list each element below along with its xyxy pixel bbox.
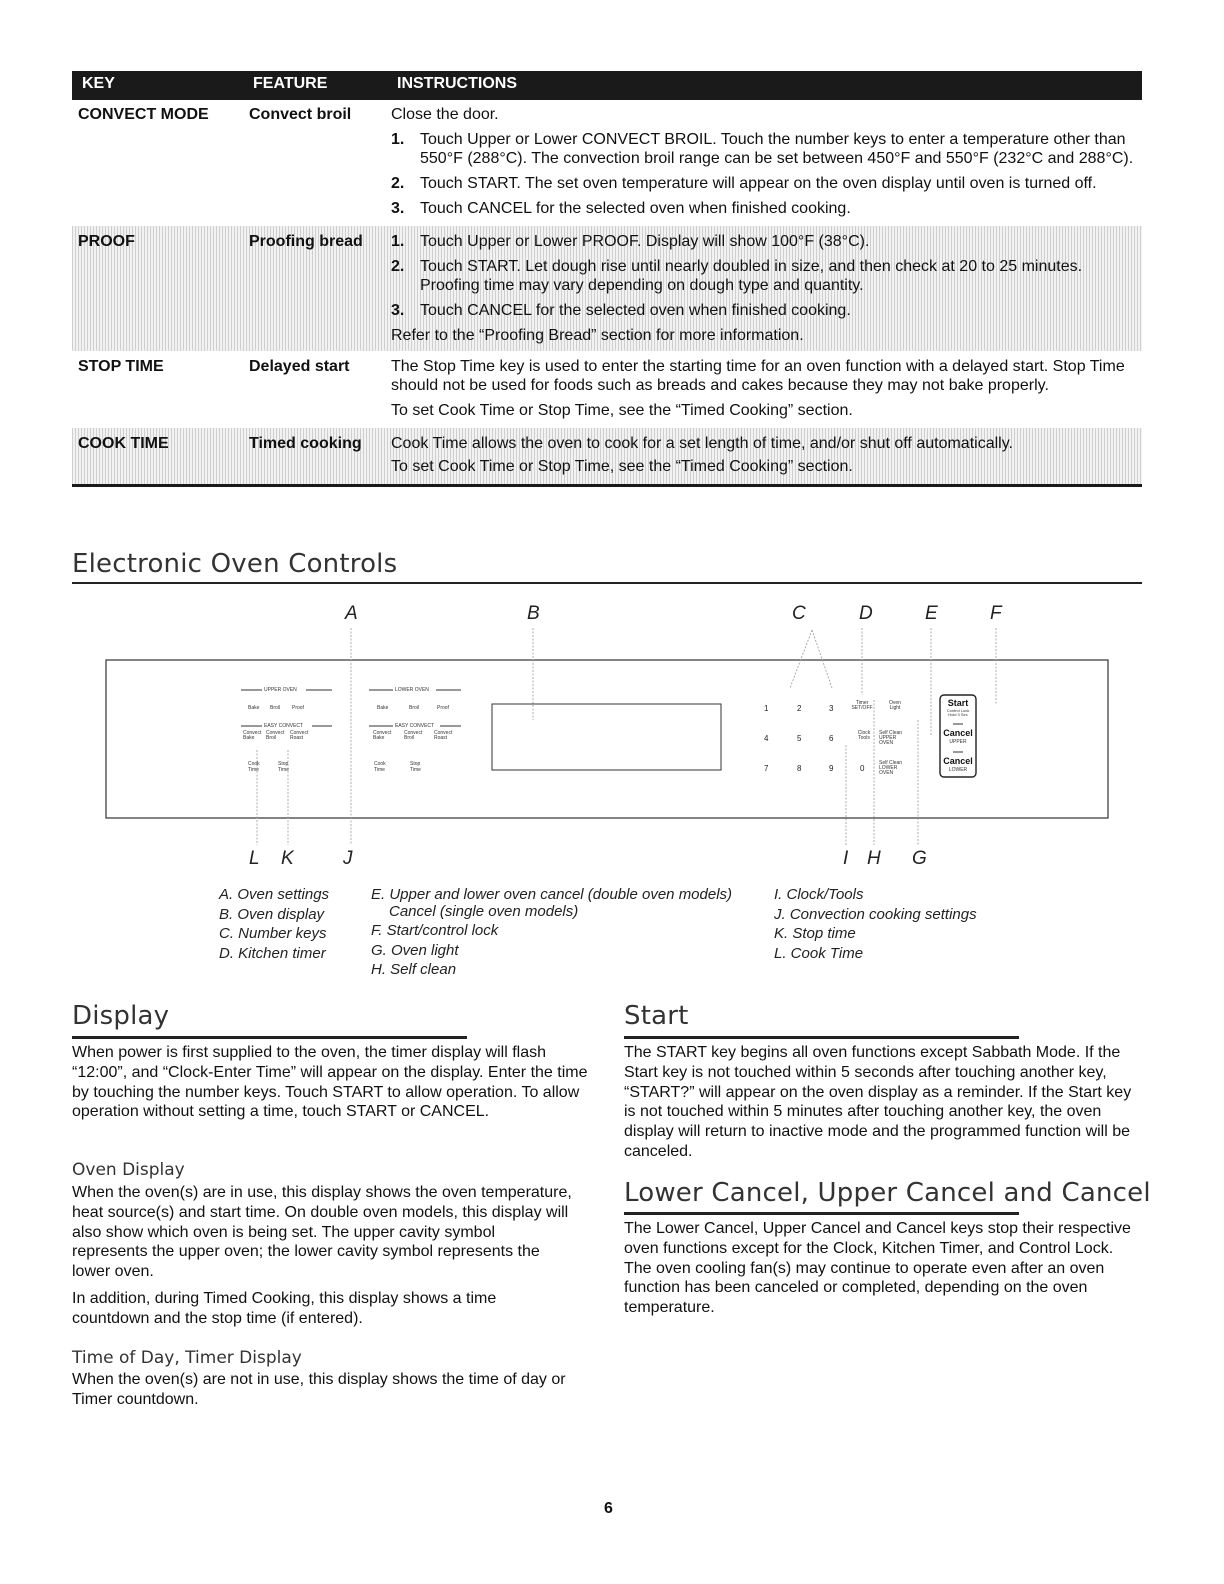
lower-convect-broil-key[interactable]: Convect Broil xyxy=(404,730,423,741)
caption-item: H. Self clean xyxy=(371,961,457,979)
upper-easy-convect-label: EASY CONVECT xyxy=(264,723,304,729)
cancel-upper-key[interactable]: Cancel xyxy=(943,728,973,738)
row-key: COOK TIME xyxy=(78,435,169,452)
cancel-upper-sublabel: UPPER xyxy=(949,739,967,745)
instruction-step: 1. Touch Upper or Lower PROOF. Display will show 100°F (38°C). xyxy=(391,233,870,250)
number-key[interactable]: 6 xyxy=(829,734,834,743)
number-key[interactable]: 8 xyxy=(797,764,802,773)
instruction-text: To set Cook Time or Stop Time, see the “Timed Cooking” section. xyxy=(391,402,853,419)
section-rule xyxy=(72,1036,467,1039)
instruction-text: The Stop Time key is used to enter the starting time for an oven function with a delayed start. Stop Time should not be used for foods such as breads and cakes because they may not bake properly. xyxy=(391,358,1125,394)
callout-letter-i: I xyxy=(843,848,849,869)
header-instructions: INSTRUCTIONS xyxy=(397,75,517,92)
instruction-text: To set Cook Time or Stop Time, see the “Timed Cooking” section. xyxy=(391,458,853,475)
callout-letter-k: K xyxy=(281,848,294,869)
callout-letter-j: J xyxy=(343,848,353,869)
callout-letter-g: G xyxy=(912,848,927,869)
callout-letter-f: F xyxy=(990,603,1002,624)
number-key[interactable]: 2 xyxy=(797,704,802,713)
number-key[interactable]: 0 xyxy=(860,764,865,773)
instruction-step: 2. Touch START. Let dough rise until nearly doubled in size, and then check at 20 to 25 minutes. Proofing time may vary depending on dough type and quantity. xyxy=(391,258,1083,294)
caption-item: J. Convection cooking settings xyxy=(774,905,977,923)
number-key[interactable]: 5 xyxy=(797,734,802,743)
instruction-step: 3. Touch CANCEL for the selected oven when finished cooking. xyxy=(391,200,851,217)
lower-broil-key[interactable]: Broil xyxy=(409,705,420,711)
instruction-text: Cook Time allows the oven to cook for a set length of time, and/or shut off automatically. xyxy=(391,435,1013,452)
row-feature: Delayed start xyxy=(249,358,350,375)
display-paragraph: When power is first supplied to the oven, the timer display will flash “12:00”, and “Clock-Enter Time” will appear on the display. Enter the time by touching the number keys. Touch START to allow operation. To allow operation without setting a time, touch START or CANCEL. xyxy=(72,1044,588,1121)
number-key[interactable]: 9 xyxy=(829,764,834,773)
instruction-note: Refer to the “Proofing Bread” section for more information. xyxy=(391,327,804,344)
instruction-step: 2. Touch START. The set oven temperature will appear on the oven display until oven is turned off. xyxy=(391,175,1097,192)
number-key[interactable]: 3 xyxy=(829,704,834,713)
caption-item: B. Oven display xyxy=(219,905,325,923)
instruction-step: 3. Touch CANCEL for the selected oven when finished cooking. xyxy=(391,302,851,319)
cancel-lower-key[interactable]: Cancel xyxy=(943,756,973,766)
lower-proof-key[interactable]: Proof xyxy=(437,705,449,711)
self-clean-upper-key[interactable]: Self Clean UPPER OVEN xyxy=(879,730,903,746)
upper-convect-roast-key[interactable]: Convect Roast xyxy=(290,730,309,741)
number-key[interactable]: 7 xyxy=(764,764,769,773)
caption-item: A. Oven settings xyxy=(219,886,330,903)
start-key[interactable]: Start xyxy=(947,698,969,708)
lower-oven-label: LOWER OVEN xyxy=(395,687,429,693)
header-key: KEY xyxy=(82,75,115,92)
upper-bake-key[interactable]: Bake xyxy=(248,705,260,711)
callout-letter-a: A xyxy=(345,603,358,624)
row-key: PROOF xyxy=(78,233,135,250)
caption-item: L. Cook Time xyxy=(774,944,864,962)
oven-display-paragraph: In addition, during Timed Cooking, this display shows a time countdown and the stop time (if entered). xyxy=(72,1290,497,1327)
upper-oven-label: UPPER OVEN xyxy=(264,687,297,693)
start-paragraph: The START key begins all oven functions except Sabbath Mode. If the Start key is not touched within 5 seconds after touching another key, “START?” will appear on the oven display as a reminder. If the Start key is not touched within 5 minutes after touching another key, the oven display will return to inactive mode and the programmed function will be canceled. xyxy=(624,1044,1132,1160)
section-rule xyxy=(624,1212,1019,1215)
clock-tools-key[interactable]: Clock Tools xyxy=(857,730,871,741)
section-heading-start: Start xyxy=(624,1001,689,1031)
section-heading-display: Display xyxy=(72,1001,170,1031)
number-key[interactable]: 4 xyxy=(764,734,769,743)
oven-display-paragraph: When the oven(s) are in use, this display shows the oven temperature, heat source(s) and start time. On double oven models, this display will also show which oven is being set. The upper cavity symbol represents the upper oven; the lower cavity symbol represents the lower oven. xyxy=(72,1184,572,1281)
caption-item: E. Upper and lower oven cancel (double oven models) xyxy=(371,886,733,903)
callout-letter-l: L xyxy=(249,848,260,869)
start-key-sublabel: Control Lock Hold 3 Sec xyxy=(946,708,970,717)
timer-key[interactable]: Timer SET/OFF xyxy=(851,700,873,711)
subheading-time-of-day: Time of Day, Timer Display xyxy=(72,1348,302,1368)
section-heading-cancel: Lower Cancel, Upper Cancel and Cancel xyxy=(624,1178,1151,1208)
lower-stop-time-key[interactable]: Stop Time xyxy=(410,761,421,773)
self-clean-lower-key[interactable]: Self Clean LOWER OVEN xyxy=(879,760,903,776)
lower-convect-bake-key[interactable]: Convect Bake xyxy=(373,730,392,741)
callout-letter-h: H xyxy=(867,848,881,869)
lower-convect-roast-key[interactable]: Convect Roast xyxy=(434,730,453,741)
upper-proof-key[interactable]: Proof xyxy=(292,705,304,711)
callout-letter-d: D xyxy=(859,603,873,624)
lower-cook-time-key[interactable]: Cook Time xyxy=(374,761,386,773)
row-feature: Proofing bread xyxy=(249,233,363,250)
caption-item: D. Kitchen timer xyxy=(219,944,326,962)
callout-letter-c: C xyxy=(792,603,806,624)
upper-convect-bake-key[interactable]: Convect Bake xyxy=(243,730,262,741)
row-feature: Convect broil xyxy=(249,106,352,123)
header-feature: FEATURE xyxy=(253,75,328,92)
cancel-lower-sublabel: LOWER xyxy=(948,767,968,773)
row-feature: Timed cooking xyxy=(249,435,362,452)
time-of-day-paragraph: When the oven(s) are not in use, this display shows the time of day or Timer countdown. xyxy=(72,1371,566,1408)
caption-item: I. Clock/Tools xyxy=(774,886,864,903)
caption-column-2 xyxy=(371,885,732,980)
caption-item: Cancel (single oven models) xyxy=(389,902,579,920)
row-key: STOP TIME xyxy=(78,358,164,375)
oven-light-key[interactable]: Oven Light xyxy=(889,700,901,711)
lower-bake-key[interactable]: Bake xyxy=(377,705,389,711)
instruction-text: Close the door. xyxy=(391,106,499,123)
caption-item: K. Stop time xyxy=(774,925,856,943)
caption-item: C. Number keys xyxy=(219,925,327,943)
callout-letter-e: E xyxy=(925,603,938,624)
cancel-paragraph: The Lower Cancel, Upper Cancel and Cancel keys stop their respective oven functions except for the Clock, Kitchen Timer, and Control Lock. The oven cooling fan(s) may continue to operate even after an oven function has been canceled or completed, depending on the oven temperature. xyxy=(624,1220,1131,1317)
subheading-oven-display: Oven Display xyxy=(72,1160,185,1180)
upper-convect-broil-key[interactable]: Convect Broil xyxy=(266,730,285,741)
upper-stop-time-key[interactable]: Stop Time xyxy=(278,761,289,773)
upper-cook-time-key[interactable]: Cook Time xyxy=(248,761,260,773)
section-rule xyxy=(624,1036,1019,1039)
page-number: 6 xyxy=(604,1500,613,1517)
upper-broil-key[interactable]: Broil xyxy=(270,705,281,711)
callout-letter-b: B xyxy=(527,603,540,624)
caption-item: G. Oven light xyxy=(371,941,459,959)
caption-column-3 xyxy=(774,885,977,963)
caption-column-1 xyxy=(219,885,329,963)
lower-easy-convect-label: EASY CONVECT xyxy=(395,723,435,729)
instruction-step: 1. Touch Upper or Lower CONVECT BROIL. Touch the number keys to enter a temperature other than 550°F (288°C). The convection broil range can be set between 450°F and 550°F (232°C and 288°C). xyxy=(391,131,1134,167)
number-key[interactable]: 1 xyxy=(764,704,769,713)
row-key: CONVECT MODE xyxy=(78,106,209,123)
section-heading-controls: Electronic Oven Controls xyxy=(72,549,398,579)
caption-item: F. Start/control lock xyxy=(371,922,499,940)
